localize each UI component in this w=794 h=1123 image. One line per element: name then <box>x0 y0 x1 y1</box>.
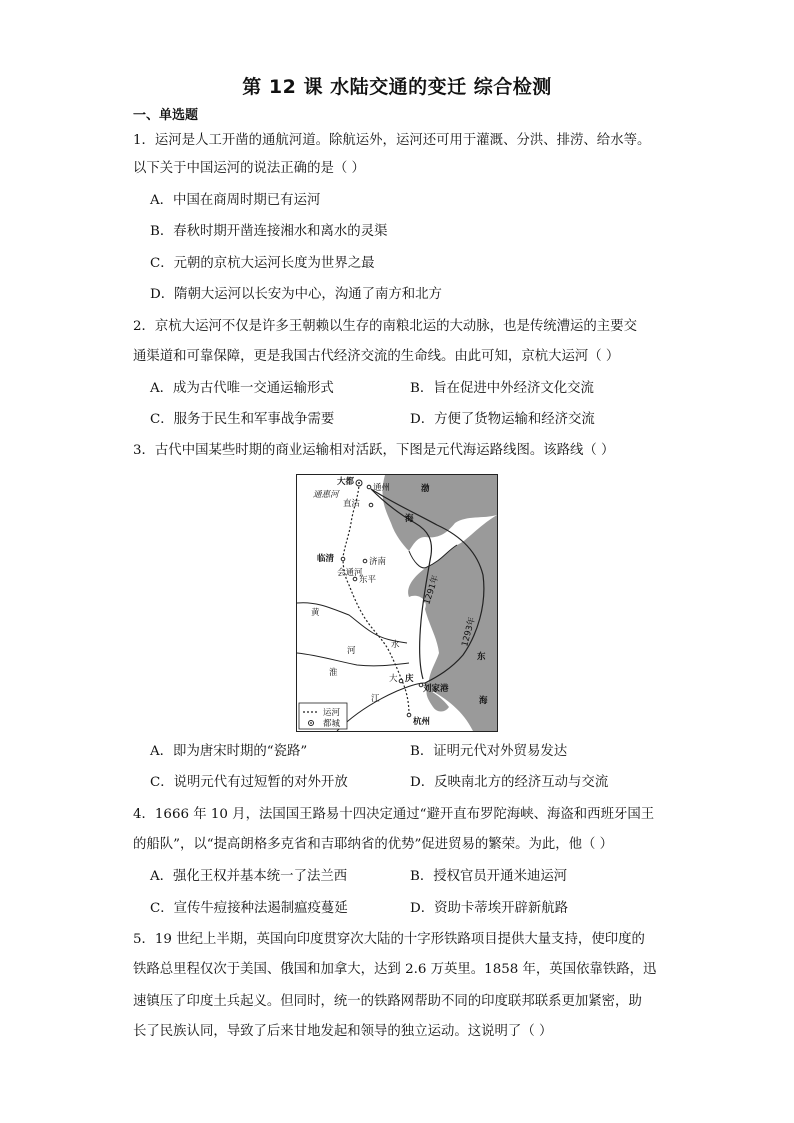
section-heading: 一、单选题 <box>133 108 199 123</box>
label-liujiagang: 刘家港 <box>423 684 449 694</box>
question-5-line-3: 速镇压了印度土兵起义。但同时，统一的铁路网帮助不同的印度联邦联系更加紧密，助 <box>133 994 642 1009</box>
q2-option-a[interactable]: A．成为古代唯一交通运输形式 <box>150 381 334 396</box>
yangtze-river <box>337 683 425 731</box>
q3-option-b[interactable]: B．证明元代对外贸易发达 <box>410 744 568 759</box>
page-title: 第 12 课 水陆交通的变迁 综合检测 <box>242 76 552 98</box>
q1-option-a[interactable]: A．中国在商周时期已有运河 <box>150 193 321 208</box>
label-shui: 水 <box>391 640 400 650</box>
label-dongping: 东平 <box>359 575 377 585</box>
label-hai-2: 海 <box>479 696 488 706</box>
question-5-line-4: 长了民族认同，导致了后来甘地发起和领导的独立运动。这说明了（ ） <box>133 1024 553 1039</box>
map-svg <box>297 475 497 731</box>
q3-option-d[interactable]: D．反映南北方的经济互动与交流 <box>410 775 609 790</box>
legend-capital: 都城 <box>323 719 341 729</box>
label-linqing: 临清 <box>317 554 335 564</box>
question-5-line-1: 5．19 世纪上半期，英国向印度贯穿次大陆的十字形铁路项目提供大量支持，使印度的 <box>133 932 645 947</box>
q1-option-d[interactable]: D．隋朝大运河以长安为中心，沟通了南方和北方 <box>150 287 442 302</box>
label-dong: 东 <box>477 652 486 662</box>
q3-option-c[interactable]: C．说明元代有过短暂的对外开放 <box>150 775 348 790</box>
hangzhou-marker <box>407 713 411 717</box>
q4-option-a[interactable]: A．强化王权并基本统一了法兰西 <box>150 869 348 884</box>
q4-option-d[interactable]: D．资助卡蒂埃开辟新航路 <box>410 901 569 916</box>
question-3-line-1: 3．古代中国某些时期的商业运输相对活跃，下图是元代海运路线图。该路线（ ） <box>133 443 615 458</box>
label-da: 大 <box>389 674 398 684</box>
label-dadu: 大都 <box>337 477 355 487</box>
question-2-line-1: 2．京杭大运河不仅是许多王朝赖以生存的南粮北运的大动脉，也是传统漕运的主要交 <box>133 319 637 334</box>
label-he: 河 <box>347 646 356 656</box>
question-4-line-1: 4．1666 年 10 月，法国国王路易十四决定通过“避开直布罗陀海峡、海盗和西班牙国王 <box>133 807 655 822</box>
label-tongzhou: 通州 <box>373 483 391 493</box>
label-hai-1: 海 <box>405 514 414 524</box>
daqing-marker <box>399 679 403 683</box>
label-jinan: 济南 <box>369 557 387 567</box>
label-hangzhou: 杭州 <box>413 717 431 727</box>
label-bo: 渤 <box>421 484 430 494</box>
question-4-line-2: 的船队”，以“提高朗格多克省和吉耶纳省的优势”促进贸易的繁荣。为此，他（ ） <box>133 837 614 852</box>
q2-option-b[interactable]: B．旨在促进中外经济文化交流 <box>410 381 594 396</box>
label-huang: 黄 <box>311 608 320 618</box>
q3-option-a[interactable]: A．即为唐宋时期的“瓷路” <box>150 744 308 759</box>
q2-option-d[interactable]: D．方便了货物运输和经济交流 <box>410 412 595 427</box>
q2-option-c[interactable]: C．服务于民生和军事战争需要 <box>150 412 335 427</box>
question-1-line-2: 以下关于中国运河的说法正确的是（ ） <box>133 161 365 176</box>
question-2-line-2: 通渠道和可靠保障，更是我国古代经济交流的生命线。由此可知，京杭大运河（ ） <box>133 349 620 364</box>
q1-option-c[interactable]: C．元朝的京杭大运河长度为世界之最 <box>150 256 375 271</box>
label-qing: 庆 <box>405 674 414 684</box>
zhigu-marker <box>369 503 373 507</box>
q4-option-b[interactable]: B．授权官员开通米迪运河 <box>410 869 568 884</box>
q4-option-c[interactable]: C．宣传牛痘接种法遏制瘟疫蔓延 <box>150 901 348 916</box>
linqing-marker <box>341 557 345 561</box>
yuan-sea-route-map <box>296 474 498 732</box>
label-zhigu: 直沽 <box>343 499 361 509</box>
question-5-line-2: 铁路总里程仅次于美国、俄国和加拿大，达到 2.6 万英里。1858 年，英国依靠铁路，迅 <box>133 962 657 977</box>
question-1-line-1: 1．运河是人工开凿的通航河道。除航运外，运河还可用于灌溉、分洪、排涝、给水等。 <box>133 133 651 148</box>
label-route-1293: 1293年 <box>460 616 478 648</box>
label-jiang: 江 <box>371 694 380 704</box>
label-route-1291: 1291年 <box>422 574 442 606</box>
label-tonghui-canal: 通惠河 <box>313 490 339 500</box>
tongzhou-marker <box>367 485 371 489</box>
label-huitong-canal: 会通河 <box>337 568 363 578</box>
q1-option-b[interactable]: B．春秋时期开凿连接湘水和离水的灵渠 <box>150 224 388 239</box>
label-huai: 淮 <box>329 668 338 678</box>
jinan-marker <box>363 559 367 563</box>
legend-canal: 运河 <box>323 708 341 718</box>
